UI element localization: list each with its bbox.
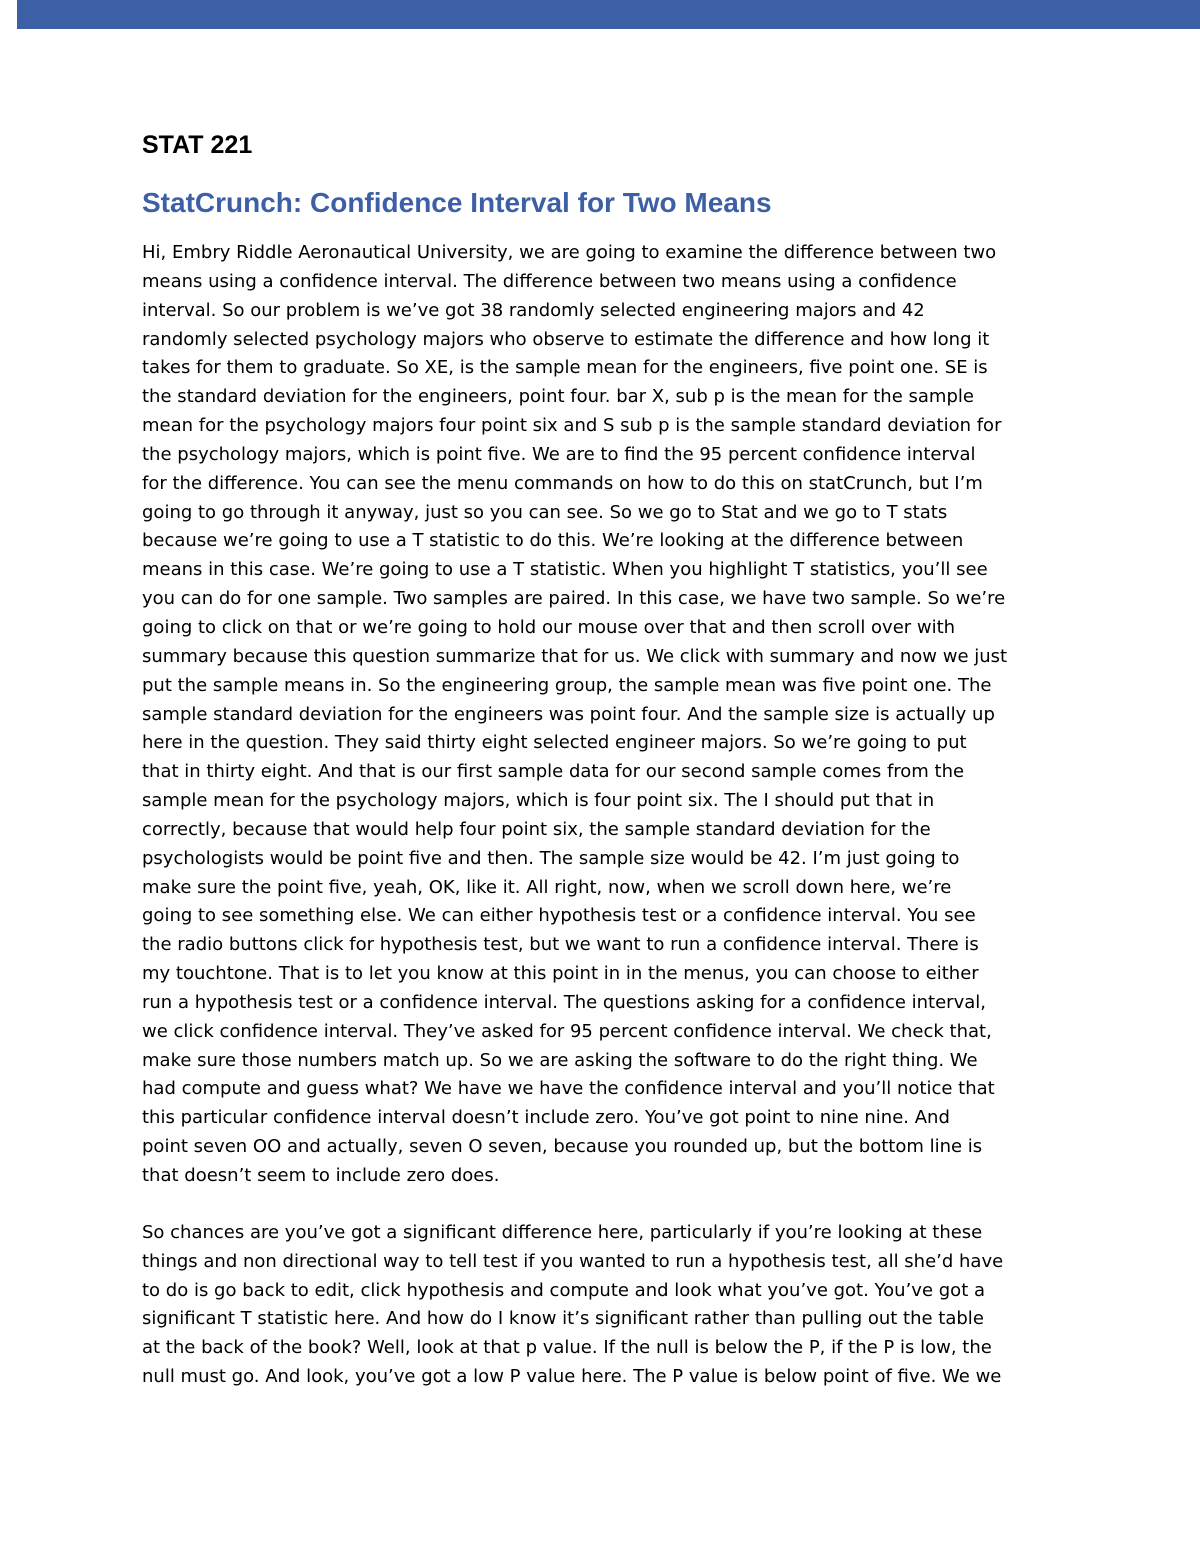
text-line: my touchtone. That is to let you know at this point in in the menus, you can choose to either xyxy=(142,963,979,985)
text-line: had compute and guess what? We have we have the confidence interval and you’ll notice that xyxy=(142,1078,995,1100)
text-line: mean for the psychology majors four point six and S sub p is the sample standard deviation for xyxy=(142,415,1002,437)
text-line: things and non directional way to tell test if you wanted to run a hypothesis test, all she’d have xyxy=(142,1250,1004,1272)
text-line: for the difference. You can see the menu commands on how to do this on statCrunch, but I’m xyxy=(142,472,983,494)
text-line: make sure the point five, yeah, OK, like it. All right, now, when we scroll down here, we’re xyxy=(142,876,952,898)
document-title: StatCrunch: Confidence Interval for Two Means xyxy=(142,187,772,218)
header-color-bar xyxy=(17,0,1200,29)
paragraph-1 xyxy=(142,239,1067,1191)
text-line: means using a confidence interval. The difference between two means using a confidence xyxy=(142,270,957,292)
text-line: the radio buttons click for hypothesis test, but we want to run a confidence interval. There is xyxy=(142,934,979,956)
text-line: correctly, because that would help four point six, the sample standard deviation for the xyxy=(142,818,931,840)
text-line: the standard deviation for the engineers, point four. bar X, sub p is the mean for the sample xyxy=(142,386,974,408)
text-line: summary because this question summarize that for us. We click with summary and now we just xyxy=(142,645,1008,667)
text-line: here in the question. They said thirty eight selected engineer majors. So we’re going to put xyxy=(142,732,967,754)
text-line: sample mean for the psychology majors, which is four point six. The I should put that in xyxy=(142,790,935,812)
course-code: STAT 221 xyxy=(142,131,253,159)
text-line: make sure those numbers match up. So we are asking the software to do the right thing. We xyxy=(142,1049,978,1071)
text-line: at the back of the book? Well, look at that p value. If the null is below the P, if the P is low, the xyxy=(142,1337,992,1359)
document-content xyxy=(142,128,1067,1392)
text-line: psychologists would be point five and then. The sample size would be 42. I’m just going to xyxy=(142,847,960,869)
text-line: put the sample means in. So the engineering group, the sample mean was five point one. The xyxy=(142,674,992,696)
text-line: point seven OO and actually, seven O seven, because you rounded up, but the bottom line is xyxy=(142,1136,983,1158)
text-line: the psychology majors, which is point five. We are to find the 95 percent confidence interval xyxy=(142,443,976,465)
text-line: this particular confidence interval doesn’t include zero. You’ve got point to nine nine. And xyxy=(142,1107,950,1129)
text-line: means in this case. We’re going to use a T statistic. When you highlight T statistics, you’ll see xyxy=(142,559,988,581)
text-line: takes for them to graduate. So XE, is the sample mean for the engineers, five point one. SE is xyxy=(142,357,988,379)
text-line: you can do for one sample. Two samples are paired. In this case, we have two sample. So we’re xyxy=(142,588,1006,610)
paragraph-2 xyxy=(142,1219,1067,1392)
text-line: significant T statistic here. And how do I know it’s significant rather than pulling out the table xyxy=(142,1308,984,1330)
text-line: that in thirty eight. And that is our first sample data for our second sample comes from the xyxy=(142,761,965,783)
text-line: Hi, Embry Riddle Aeronautical University, we are going to examine the difference between two xyxy=(142,242,997,263)
text-line: we click confidence interval. They’ve asked for 95 percent confidence interval. We check that, xyxy=(142,1020,992,1042)
text-line: because we’re going to use a T statistic to do this. We’re looking at the difference between xyxy=(142,530,964,552)
text-line: sample standard deviation for the engineers was point four. And the sample size is actually up xyxy=(142,703,995,725)
text-line: going to click on that or we’re going to hold our mouse over that and then scroll over with xyxy=(142,616,956,638)
text-line: run a hypothesis test or a confidence interval. The questions asking for a confidence interval, xyxy=(142,991,986,1013)
text-line: interval. So our problem is we’ve got 38 randomly selected engineering majors and 42 xyxy=(142,299,925,321)
text-line: randomly selected psychology majors who observe to estimate the difference and how long it xyxy=(142,328,990,350)
text-line: going to see something else. We can either hypothesis test or a confidence interval. You see xyxy=(142,905,976,927)
text-line: to do is go back to edit, click hypothesis and compute and look what you’ve got. You’ve got a xyxy=(142,1279,986,1301)
text-line: So chances are you’ve got a significant difference here, particularly if you’re looking at these xyxy=(142,1221,983,1243)
text-line: that doesn’t seem to include zero does. xyxy=(142,1165,500,1186)
text-line: null must go. And look, you’ve got a low P value here. The P value is below point of five. We we xyxy=(142,1366,1002,1388)
paragraph-spacer xyxy=(142,1191,1067,1219)
text-line: going to go through it anyway, just so you can see. So we go to Stat and we go to T stats xyxy=(142,501,948,523)
